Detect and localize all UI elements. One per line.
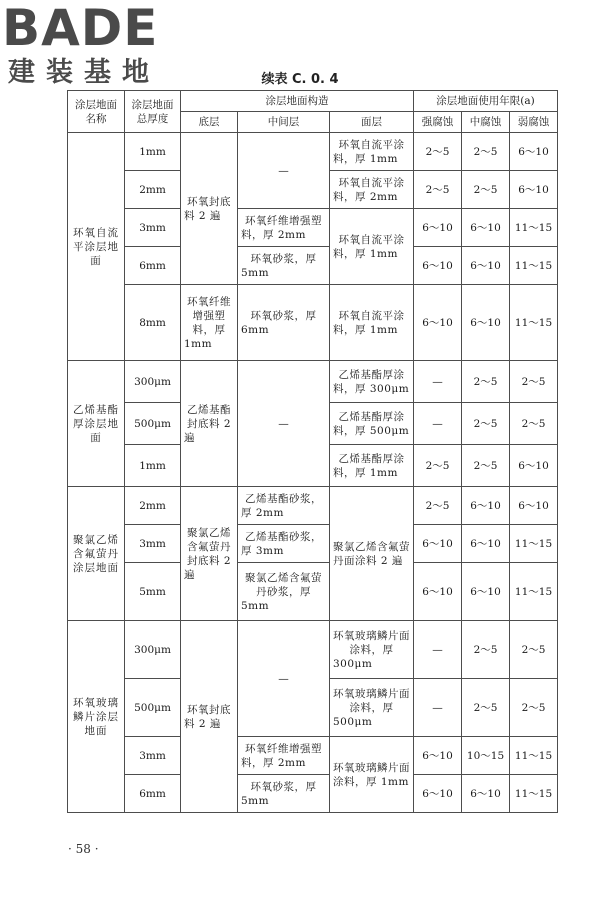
table-row bbox=[68, 361, 558, 403]
strong-corrosion-cell: — bbox=[414, 621, 462, 679]
middle-layer-cell: 环氧砂浆，厚 5mm bbox=[238, 775, 330, 813]
medium-corrosion-cell: 2～5 bbox=[462, 445, 510, 487]
strong-corrosion-cell: 6～10 bbox=[414, 285, 462, 361]
table-row bbox=[68, 209, 558, 247]
header-middle: 中间层 bbox=[238, 112, 330, 133]
thickness-cell: 3mm bbox=[125, 737, 181, 775]
medium-corrosion-cell: 2～5 bbox=[462, 171, 510, 209]
medium-corrosion-cell: 2～5 bbox=[462, 133, 510, 171]
logo-subtitle: 建装基地 bbox=[8, 57, 160, 88]
header-surface: 面层 bbox=[330, 112, 414, 133]
strong-corrosion-cell: 6～10 bbox=[414, 563, 462, 621]
medium-corrosion-cell: 6～10 bbox=[462, 285, 510, 361]
table-row bbox=[68, 775, 558, 813]
header-base: 底层 bbox=[181, 112, 238, 133]
weak-corrosion-cell: 2～5 bbox=[510, 621, 558, 679]
thickness-cell: 500μm bbox=[125, 679, 181, 737]
coating-name: 环氧自流平涂层地面 bbox=[68, 133, 125, 361]
table-row bbox=[68, 133, 558, 171]
weak-corrosion-cell: 2～5 bbox=[510, 679, 558, 737]
strong-corrosion-cell: — bbox=[414, 361, 462, 403]
weak-corrosion-cell: 11～15 bbox=[510, 209, 558, 247]
weak-corrosion-cell: 6～10 bbox=[510, 487, 558, 525]
table-row bbox=[68, 563, 558, 621]
header-construction: 涂层地面构造 bbox=[181, 91, 414, 112]
middle-layer-cell: 环氧纤维增强塑料，厚 2mm bbox=[238, 737, 330, 775]
strong-corrosion-cell: 6～10 bbox=[414, 209, 462, 247]
medium-corrosion-cell: 6～10 bbox=[462, 247, 510, 285]
header-medium: 中腐蚀 bbox=[462, 112, 510, 133]
middle-layer-cell: — bbox=[238, 361, 330, 487]
base-layer-cell: 环氧封底料 2 遍 bbox=[181, 621, 238, 813]
coating-name: 聚氯乙烯含氟萤丹涂层地面 bbox=[68, 487, 125, 621]
weak-corrosion-cell: 2～5 bbox=[510, 403, 558, 445]
middle-layer-cell: 乙烯基酯砂浆，厚 2mm bbox=[238, 487, 330, 525]
weak-corrosion-cell: 11～15 bbox=[510, 563, 558, 621]
table-caption: 续表 C. 0. 4 bbox=[261, 72, 339, 87]
middle-layer-cell: 环氧纤维增强塑料，厚 2mm bbox=[238, 209, 330, 247]
base-layer-cell: 聚氯乙烯含氟萤丹封底料 2 遍 bbox=[181, 487, 238, 621]
medium-corrosion-cell: 2～5 bbox=[462, 679, 510, 737]
thickness-cell: 3mm bbox=[125, 209, 181, 247]
thickness-cell: 300μm bbox=[125, 621, 181, 679]
surface-layer-cell: 环氧玻璃鳞片面涂料，厚 1mm bbox=[330, 737, 414, 813]
weak-corrosion-cell: 6～10 bbox=[510, 445, 558, 487]
strong-corrosion-cell: 2～5 bbox=[414, 133, 462, 171]
strong-corrosion-cell: 6～10 bbox=[414, 247, 462, 285]
medium-corrosion-cell: 6～10 bbox=[462, 563, 510, 621]
table-row bbox=[68, 737, 558, 775]
header-name: 涂层地面名称 bbox=[68, 91, 125, 133]
surface-layer-cell: 聚氯乙烯含氟萤丹面涂料 2 遍 bbox=[330, 487, 414, 621]
middle-layer-cell: 聚氯乙烯含氟萤丹砂浆，厚 5mm bbox=[238, 563, 330, 621]
medium-corrosion-cell: 10～15 bbox=[462, 737, 510, 775]
thickness-cell: 8mm bbox=[125, 285, 181, 361]
thickness-cell: 5mm bbox=[125, 563, 181, 621]
base-layer-cell: 乙烯基酯封底料 2 遍 bbox=[181, 361, 238, 487]
strong-corrosion-cell: 6～10 bbox=[414, 525, 462, 563]
weak-corrosion-cell: 11～15 bbox=[510, 247, 558, 285]
surface-layer-cell: 环氧玻璃鳞片面涂料，厚 300μm bbox=[330, 621, 414, 679]
strong-corrosion-cell: 2～5 bbox=[414, 445, 462, 487]
strong-corrosion-cell: 2～5 bbox=[414, 487, 462, 525]
table-row bbox=[68, 525, 558, 563]
table-row bbox=[68, 247, 558, 285]
surface-layer-cell: 乙烯基酯厚涂料，厚 300μm bbox=[330, 361, 414, 403]
middle-layer-cell: 乙烯基酯砂浆，厚 3mm bbox=[238, 525, 330, 563]
middle-layer-cell: — bbox=[238, 621, 330, 737]
surface-layer-cell: 环氧玻璃鳞片面涂料，厚 500μm bbox=[330, 679, 414, 737]
middle-layer-cell: 环氧砂浆，厚 6mm bbox=[238, 285, 330, 361]
medium-corrosion-cell: 6～10 bbox=[462, 525, 510, 563]
medium-corrosion-cell: 2～5 bbox=[462, 621, 510, 679]
medium-corrosion-cell: 6～10 bbox=[462, 209, 510, 247]
header-strong: 强腐蚀 bbox=[414, 112, 462, 133]
thickness-cell: 1mm bbox=[125, 133, 181, 171]
weak-corrosion-cell: 11～15 bbox=[510, 285, 558, 361]
header-service-life: 涂层地面使用年限(a) bbox=[414, 91, 558, 112]
surface-layer-cell: 乙烯基酯厚涂料，厚 500μm bbox=[330, 403, 414, 445]
strong-corrosion-cell: — bbox=[414, 679, 462, 737]
weak-corrosion-cell: 11～15 bbox=[510, 775, 558, 813]
strong-corrosion-cell: 6～10 bbox=[414, 737, 462, 775]
base-layer-cell: 环氧纤维增强塑料，厚 1mm bbox=[181, 285, 238, 361]
weak-corrosion-cell: 6～10 bbox=[510, 171, 558, 209]
strong-corrosion-cell: 2～5 bbox=[414, 171, 462, 209]
base-layer-cell: 环氧封底料 2 遍 bbox=[181, 133, 238, 285]
weak-corrosion-cell: 11～15 bbox=[510, 525, 558, 563]
weak-corrosion-cell: 11～15 bbox=[510, 737, 558, 775]
surface-layer-cell: 环氧自流平涂料，厚 1mm bbox=[330, 209, 414, 285]
thickness-cell: 6mm bbox=[125, 775, 181, 813]
surface-layer-cell: 环氧自流平涂料，厚 2mm bbox=[330, 171, 414, 209]
middle-layer-cell: 环氧砂浆，厚 5mm bbox=[238, 247, 330, 285]
coating-floor-table bbox=[67, 90, 558, 813]
thickness-cell: 6mm bbox=[125, 247, 181, 285]
table-row bbox=[68, 285, 558, 361]
weak-corrosion-cell: 2～5 bbox=[510, 361, 558, 403]
surface-layer-cell: 环氧自流平涂料，厚 1mm bbox=[330, 285, 414, 361]
table-row bbox=[68, 621, 558, 679]
medium-corrosion-cell: 6～10 bbox=[462, 487, 510, 525]
thickness-cell: 2mm bbox=[125, 171, 181, 209]
surface-layer-cell: 环氧自流平涂料，厚 1mm bbox=[330, 133, 414, 171]
thickness-cell: 2mm bbox=[125, 487, 181, 525]
logo-mark: BADE bbox=[2, 0, 159, 57]
medium-corrosion-cell: 6～10 bbox=[462, 775, 510, 813]
strong-corrosion-cell: 6～10 bbox=[414, 775, 462, 813]
weak-corrosion-cell: 6～10 bbox=[510, 133, 558, 171]
thickness-cell: 3mm bbox=[125, 525, 181, 563]
medium-corrosion-cell: 2～5 bbox=[462, 403, 510, 445]
strong-corrosion-cell: — bbox=[414, 403, 462, 445]
thickness-cell: 1mm bbox=[125, 445, 181, 487]
header-thickness: 涂层地面总厚度 bbox=[125, 91, 181, 133]
coating-name: 乙烯基酯厚涂层地面 bbox=[68, 361, 125, 487]
middle-layer-cell: — bbox=[238, 133, 330, 209]
thickness-cell: 500μm bbox=[125, 403, 181, 445]
header-weak: 弱腐蚀 bbox=[510, 112, 558, 133]
surface-layer-cell: 乙烯基酯厚涂料，厚 1mm bbox=[330, 445, 414, 487]
medium-corrosion-cell: 2～5 bbox=[462, 361, 510, 403]
thickness-cell: 300μm bbox=[125, 361, 181, 403]
table-row bbox=[68, 487, 558, 525]
page-number: · 58 · bbox=[68, 842, 99, 856]
coating-name: 环氧玻璃鳞片涂层地面 bbox=[68, 621, 125, 813]
